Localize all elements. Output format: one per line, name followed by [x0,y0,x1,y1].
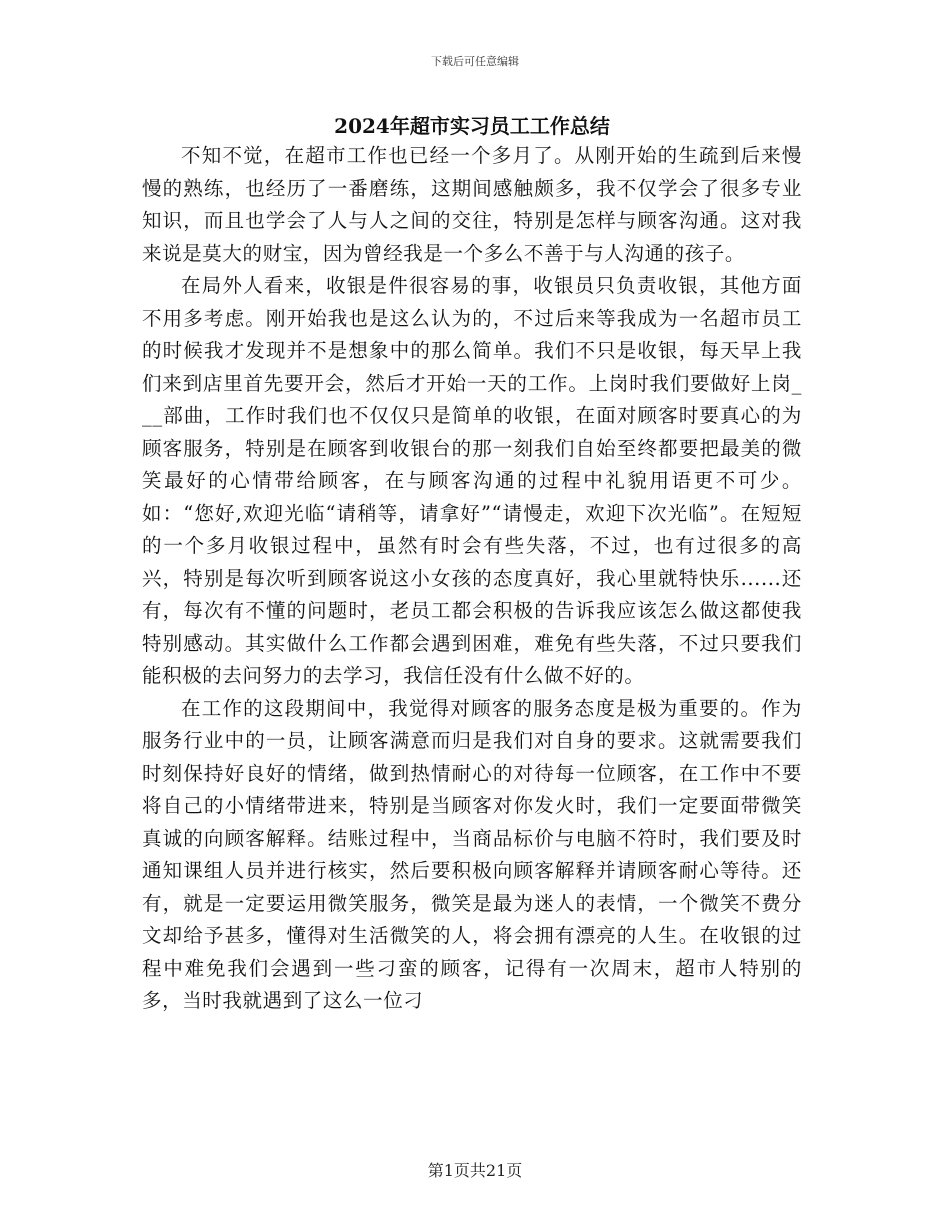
paragraph-3: 在工作的这段期间中，我觉得对顾客的服务态度是极为重要的。作为服务行业中的一员，让顾客满意而归是我们对自身的要求。这就需要我们时刻保持好良好的情绪，做到热情耐心的对待每一位顾客，在工作中不要将自己的小情绪带进来，特别是当顾客对你发火时，我们一定要面带微笑真诚的向顾客解释。结账过程中，当商品标价与电脑不符时，我们要及时通知课组人员并进行核实，然后要积极向顾客解释并请顾客耐心等待。还有，就是一定要运用微笑服务，微笑是最为迷人的表情，一个微笑不费分文却给予甚多，懂得对生活微笑的人，将会拥有漂亮的人生。在收银的过程中难免我们会遇到一些刁蛮的顾客，记得有一次周末，超市人特别的多，当时我就遇到了这么一位刁 [142,696,802,1012]
document-body [142,112,802,1018]
page-header-note: 下载后可任意编辑 [431,55,519,68]
paragraph-2: 在局外人看来，收银是件很容易的事，收银员只负责收银，其他方面不用多考虑。刚开始我也是这么认为的，不过后来等我成为一名超市员工的时候我才发现并不是想象中的那么简单。我们不只是收银，每天早上我们来到店里首先要开会，然后才开始一天的工作。上岗时我们要做好上岗___部曲，工作时我们也不仅仅只是简单的收银，在面对顾客时要真心的为顾客服务，特别是在顾客到收银台的那一刻我们自始至终都要把最美的微笑最好的心情带给顾客，在与顾客沟通的过程中礼貌用语更不可少。如：“您好,欢迎光临“请稍等，请拿好”“请慢走，欢迎下次光临”。在短短的一个多月收银过程中，虽然有时会有些失落，不过，也有过很多的高兴，特别是每次听到顾客说这小女孩的态度真好，我心里就特快乐......还有，每次有不懂的问题时，老员工都会积极的告诉我应该怎么做这都使我特别感动。其实做什么工作都会遇到困难，难免有些失落，不过只要我们能积极的去问努力的去学习，我信任没有什么做不好的。 [142,274,802,687]
paragraph-1: 不知不觉，在超市工作也已经一个多月了。从刚开始的生疏到后来慢慢的熟练，也经历了一番磨练，这期间感触颇多，我不仅学会了很多专业知识，而且也学会了人与人之间的交往，特别是怎样与顾客沟通。这对我来说是莫大的财宝，因为曾经我是一个多么不善于与人沟通的孩子。 [142,144,802,265]
document-title: 2024年超市实习员工工作总结 [334,114,610,138]
page-number-footer: 第1页共21页 [427,1161,523,1180]
